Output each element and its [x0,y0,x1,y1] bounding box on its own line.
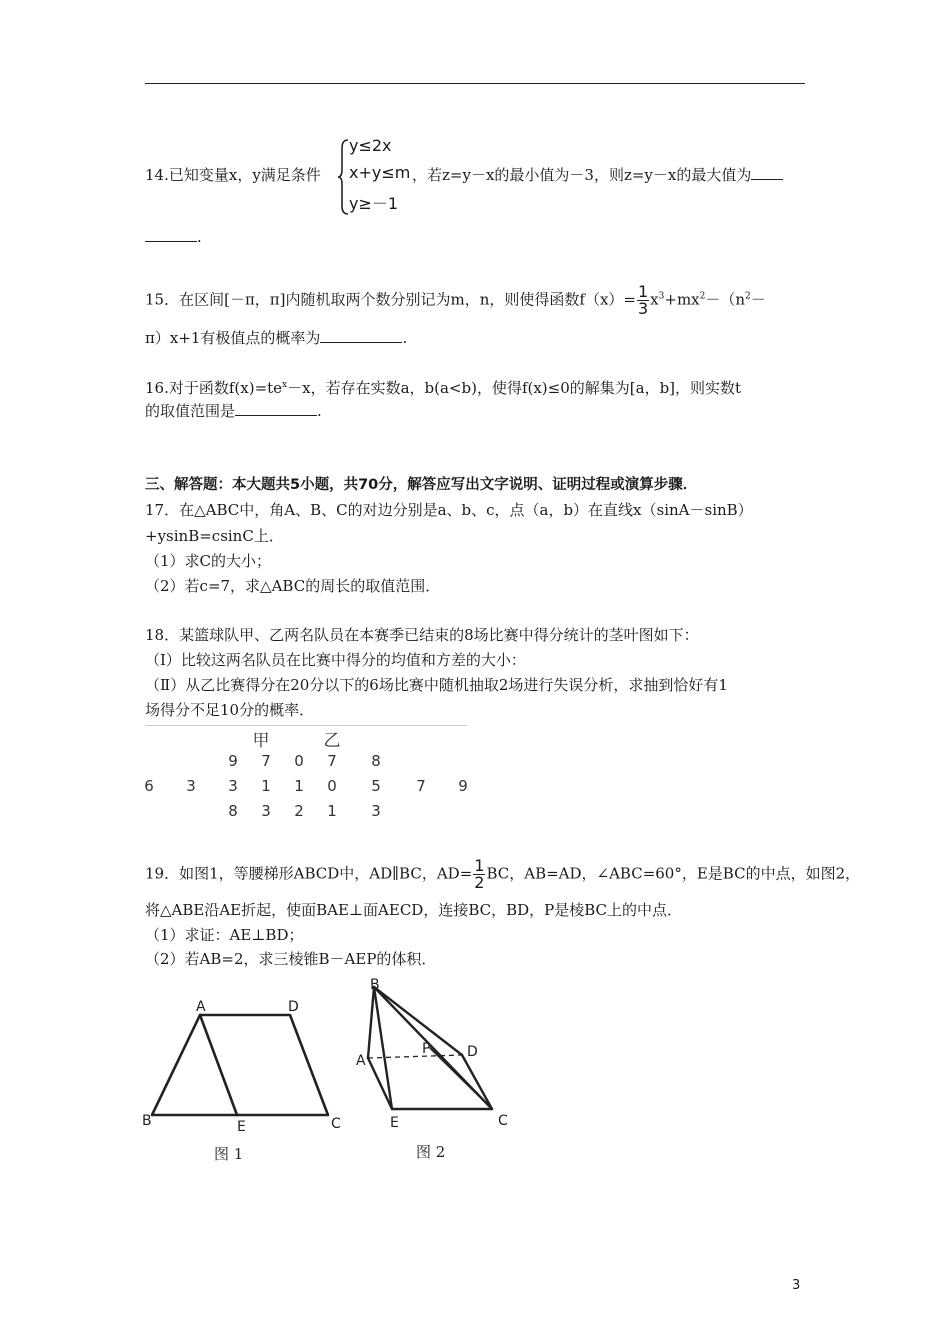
q17-part1: （1）求C的大小； [145,552,272,570]
q16-line2-text: 的取值范围是 [145,402,236,420]
fig1-label-c: C [331,1116,341,1132]
stem-leaf-cell: 0 [327,777,337,795]
q15-sup3: 2 [745,291,751,302]
q14-condition-3: y≥－1 [349,194,399,213]
fig2-label-d: D [467,1044,478,1060]
q16-text1: 16.对于函数f(x)=te [145,379,283,397]
q19-frac-num: 1 [474,856,485,875]
q15-text2: x [650,290,659,309]
q15-line2-text: π）x+1有极值点的概率为 [145,329,321,347]
edge-ba [368,987,374,1058]
fig1-label-b: B [142,1113,152,1129]
q14-answer-blank-b [145,227,197,242]
q19-part1: （1）求证：AE⊥BD； [145,926,304,944]
q18-part2b: 场得分不足10分的概率． [145,701,315,719]
fig1-caption: 图 1 [214,1145,244,1163]
q16-sup: x [282,380,288,390]
stem-leaf-cell: 9 [228,752,238,770]
q14-line1 [145,163,321,187]
q14-line2 [145,225,202,249]
fig2-label-e: E [390,1115,399,1131]
q18-line1: 18．某篮球队甲、乙两名队员在本赛季已结束的8场比赛中得分统计的茎叶图如下： [145,626,699,644]
q19-part2: （2）若AB=2，求三棱锥B－AEP的体积． [145,950,437,968]
fig1-label-a: A [196,999,206,1015]
stem-leaf-cell: 6 [144,777,154,795]
stem-leaf-cell: 0 [294,752,304,770]
q16-text2: －x，若存在实数a，b(a<b)，使得f(x)≤0的解集为[a，b]，则实数t [287,379,742,397]
left-brace-icon [337,138,349,216]
fig1-label-e: E [237,1119,246,1135]
fig2-label-b: B [370,977,380,993]
stem-leaf-cell: 3 [261,802,271,820]
q15-text3: +mx [664,290,700,309]
q15-text1: 15．在区间[－π，π]内随机取两个数分别记为m，n，则使得函数f（x）= [145,290,636,309]
fig2-label-c: C [498,1113,508,1129]
edge-ad-dashed [368,1055,462,1058]
q15-text5: － [750,290,766,309]
stem-leaf-cell: 1 [294,777,304,795]
page-number: 3 [792,1278,801,1293]
q19-text1: 19．如图1，等腰梯形ABCD中，AD∥BC，AD= [145,864,473,883]
q17-line2: +ysinB=csinC上． [145,527,284,545]
edge-pc [430,1048,492,1109]
q15-sup2: 2 [699,291,706,302]
edge-bd [374,987,462,1055]
q14-suffix: ，若z=y－x的最小值为－3，则z=y－x的最大值为 [412,166,752,184]
segment-ae [200,1015,237,1115]
q14-end: . [197,228,202,246]
fig2-label-a: A [356,1053,366,1069]
stem-leaf-cell: 3 [371,802,381,820]
q15-end: . [402,329,408,347]
stem-leaf-cell: 3 [186,777,196,795]
q14-answer-blank-a [751,165,783,180]
stem-leaf-cell: 1 [261,777,271,795]
q15-frac-den: 3 [637,299,649,318]
q15-sup1: 3 [658,291,665,302]
stem-leaf-cell: 7 [327,752,337,770]
stem-leaf-cell: 2 [294,802,304,820]
stem-leaf-rule [145,725,467,726]
q15-fraction [637,284,649,317]
q14-prefix: 14.已知变量x，y满足条件 [145,166,321,184]
q15-answer-blank [320,328,402,343]
trapezoid-outline [152,1015,328,1115]
stem-leaf-cell: 8 [371,752,381,770]
q19-frac-den: 2 [474,873,485,892]
q19-line2: 将△ABE沿AE折起，使面BAE⊥面AECD，连接BC，BD，P是棱BC上的中点． [145,901,683,919]
q19-fraction [473,858,485,891]
fig1-label-d: D [288,999,299,1015]
q19-line1 [145,858,860,891]
q16-end: . [317,402,322,420]
stem-leaf-header-yi: 乙 [323,731,341,751]
stem-leaf-cell: 8 [228,802,238,820]
figure-1-trapezoid [140,995,350,1170]
q18-part1: （Ⅰ）比较这两名队员在比赛中得分的均值和方差的大小： [145,651,526,669]
q15-line2 [145,326,407,350]
q15-text4: －（n [705,290,746,309]
q15-line1 [145,284,766,317]
fig2-label-p: P [422,1041,431,1057]
header-rule [145,83,805,84]
q16-line2 [145,399,322,423]
stem-leaf-header-jia: 甲 [252,731,270,751]
section-3-heading: 三、解答题：本大题共5小题，共70分，解答应写出文字说明、证明过程或演算步骤． [145,477,698,493]
q14-condition-1: y≤2x [349,136,392,155]
q17-part2: （2）若c=7，求△ABC的周长的取值范围． [145,577,441,595]
q16-line1 [145,373,741,400]
stem-leaf-cell: 5 [371,777,381,795]
q17-line1: 17．在△ABC中，角A、B、C的对边分别是a、b、c，点（a，b）在直线x（sinA－sinB） [145,501,753,519]
stem-leaf-cell: 7 [416,777,426,795]
stem-leaf-cell: 7 [261,752,271,770]
q14-suffix-line [412,163,783,187]
fig2-caption: 图 2 [416,1143,446,1161]
q16-answer-blank [235,401,317,416]
stem-leaf-cell: 9 [458,777,468,795]
q15-frac-num: 1 [637,282,649,301]
q18-part2: （Ⅱ）从乙比赛得分在20分以下的6场比赛中随机抽取2场进行失误分析，求抽到恰好有1 [145,676,728,694]
stem-leaf-cell: 3 [228,777,238,795]
stem-leaf-cell: 1 [327,802,337,820]
q19-text2: BC，AB=AD，∠ABC=60°，E是BC的中点，如图2， [486,864,861,883]
figure-2-pyramid [352,975,522,1165]
q14-condition-2: x+y≤m [349,163,411,182]
